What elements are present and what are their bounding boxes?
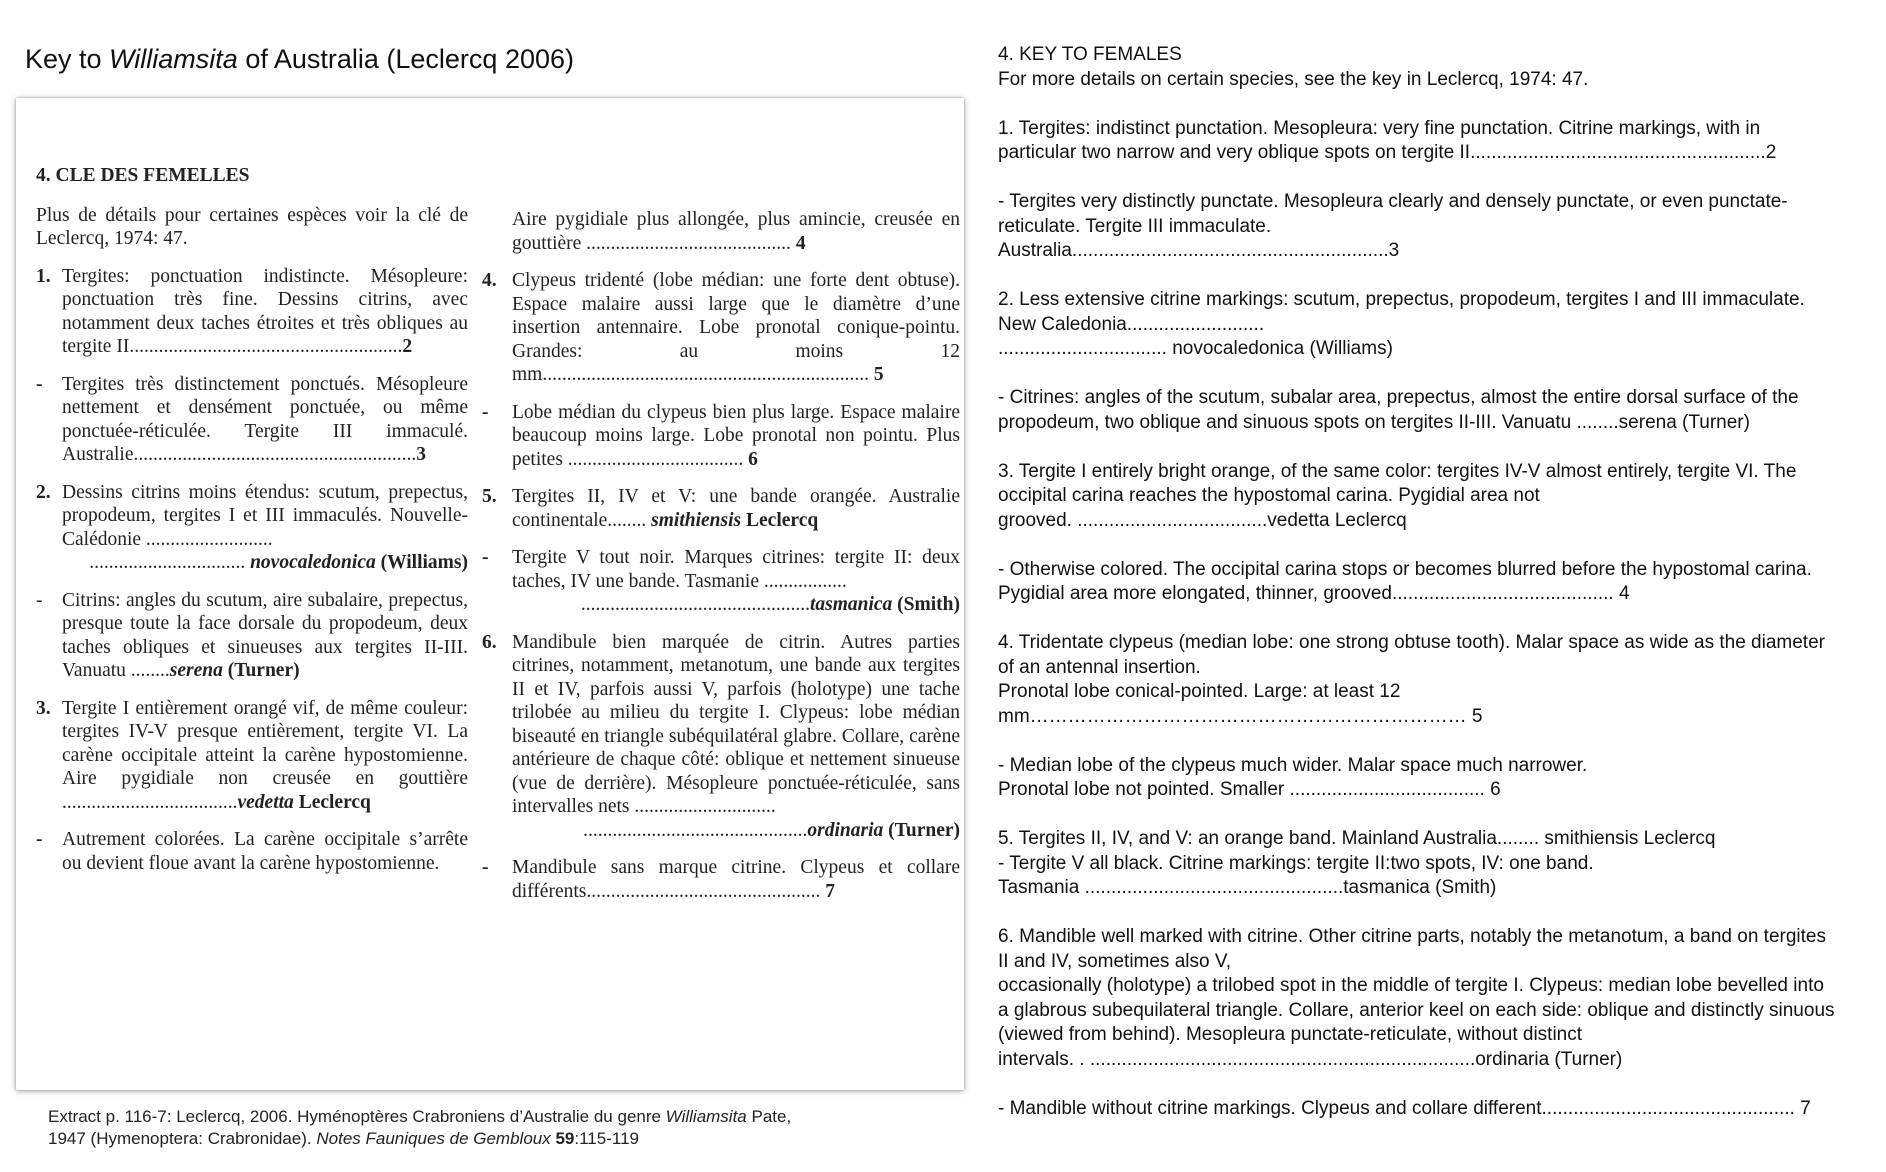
scan-right-column: [482, 208, 960, 917]
translation-header: 4. KEY TO FEMALES For more details on certain species, see the key in Leclercq, 1974: 47.: [998, 44, 1589, 90]
translation-entry: 4. Tridentate clypeus (median lobe: one strong obtuse tooth). Malar space as wide as the diameter of an antennal insertion. Pronotal lobe conical-pointed. Large: at least 12 mm…………………………………………………………… 5: [998, 632, 1825, 727]
translation-entry: - Citrines: angles of the scutum, subalar area, prepectus, almost the entire dorsal surface of the propodeum, two oblique and sinuous spots on tergites II-III. Vanuatu ........serena (Turner): [998, 387, 1799, 433]
translation-entry: - Tergites very distinctly punctate. Mesopleura clearly and densely punctate, or even punctate- reticulate. Tergite III immaculate. Australia............................................................3: [998, 191, 1788, 261]
translation-entry: 3. Tergite I entirely bright orange, of the same color: tergites IV-V almost entirely, tergite VI. The occipital carina reaches the hypostomal carina. Pygidial area not grooved. ....................................vedetta Leclercq: [998, 460, 1797, 531]
key-entry: - Lobe médian du clypeus bien plus large. Espace malaire beaucoup moins large. Lobe pronotal non pointu. Plus petites .................................... 6: [482, 401, 960, 470]
scan-intro: Plus de détails pour certaines espèces voir la clé de Leclercq, 1974: 47.: [36, 204, 468, 249]
translation-entry: - Mandible without citrine markings. Clypeus and collare different................................................ 7: [998, 1097, 1811, 1119]
translation-entry: - Otherwise colored. The occipital carina stops or becomes blurred before the hypostomal carina. Pygidial area more elongated, thinner, grooved.......................................... 4: [998, 558, 1812, 604]
key-entry: 1. Tergites: ponctuation indistincte. Mésopleure: ponctuation très fine. Dessins citrins, avec notamment deux taches étroites et très obliques au tergite II........................................................2: [36, 265, 468, 357]
scanned-key-page: [16, 98, 964, 1090]
translation-entry: 2. Less extensive citrine markings: scutum, prepectus, propodeum, tergites I and III immaculate. New Caledonia.......................... ................................ novocaledonica (Williams): [998, 289, 1805, 359]
translation-entry: - Median lobe of the clypeus much wider. Malar space much narrower. Pronotal lobe not pointed. Smaller ..................................... 6: [998, 754, 1588, 800]
page-title-genus: Williamsita: [109, 44, 238, 74]
key-entry: 6. Mandibule bien marquée de citrin. Autres parties citrines, notamment, metanotum, une bande aux tergites II et IV, parfois aussi V, parfois (holotype) une tache trilobée au milieu du tergite I. Clypeus: lobe médian biseauté en triangle subéquilatéral glabre. Collare, carène antérieure de chaque côté: oblique et nettement sinueuse (vue de derrière). Mésopleure ponctuée-réticulée, sans intervalles nets ............................. ..............................................ordinaria (Turner): [482, 631, 960, 841]
translation-entry: 6. Mandible well marked with citrine. Other citrine parts, notably the metanotum, a band on tergites II and IV, sometimes also V, occasionally (holotype) a trilobed spot in the middle of tergite I. Clypeus: median lobe bevelled into a glabrous subequilateral triangle. Collare, anterior keel on each side: oblique and distinctly sinuous (viewed from behind). Mesopleura punctate-reticulate, without distinct intervals. . .........................................................................ordinaria (Turner): [998, 926, 1835, 1070]
source-caption: Extract p. 116-7: Leclercq, 2006. Hyménoptères Crabroniens d’Australie du genre Williamsita Pate, 1947 (Hymenoptera: Crabronidae). Notes Fauniques de Gembloux 59:115-119: [48, 1107, 792, 1148]
key-entry: - Tergites très distinctement ponctués. Mésopleure nettement et densément ponctuée, ou même ponctuée-réticulée. Tergite III immaculé. Australie..........................................................3: [36, 373, 468, 465]
translation-entry: 5. Tergites II, IV, and V: an orange band. Mainland Australia........ smithiensis Leclercq - Tergite V all black. Citrine markings: tergite II:two spots, IV: one band. Tasmania .................................................tasmanica (Smith): [998, 828, 1716, 898]
key-entry: - Citrins: angles du scutum, aire subalaire, prepectus, presque toute la face dorsale du propodeum, deux taches obliques et sinueuses aux tergites II-III. Vanuatu ........serena (Turner): [36, 589, 468, 681]
key-entry: 4. Clypeus tridenté (lobe médian: une forte dent obtuse). Espace malaire aussi large que le diamètre d’une insertion antennaire. Lobe pronotal conique-pointu. Grandes: au moins 12 mm................................................................... 5: [482, 270, 960, 385]
key-entry: - Mandibule sans marque citrine. Clypeus et collare différents................................................ 7: [482, 857, 960, 902]
key-entry: Aire pygidiale plus allongée, plus amincie, creusée en gouttière .......................................... 4: [512, 209, 960, 254]
english-translation: [998, 43, 1878, 1146]
scan-heading: 4. CLE DES FEMELLES: [36, 165, 250, 186]
translation-entry: 1. Tergites: indistinct punctation. Mesopleura: very fine punctation. Citrine markings, with in particular two narrow and very oblique spots on tergite II........................................................2: [998, 117, 1777, 163]
scan-left-column: [36, 164, 468, 889]
key-entry: - Autrement colorées. La carène occipitale s’arrête ou devient floue avant la carène hypostomienne.: [36, 829, 468, 874]
key-entry: - Tergite V tout noir. Marques citrines: tergite II: deux taches, IV une bande. Tasmanie ................. ...............................................tasmanica (Smith): [482, 547, 960, 615]
page-title: Key to Williamsita of Australia (Leclercq 2006): [25, 44, 574, 74]
key-entry: 2. Dessins citrins moins étendus: scutum, prepectus, propodeum, tergites I et III immaculés. Nouvelle-Calédonie .......................... ................................ novocaledonica (Williams): [36, 481, 468, 573]
key-entry: 5. Tergites II, IV et V: une bande orangée. Australie continentale........ smithiensis Leclercq: [482, 486, 960, 531]
key-entry: 3. Tergite I entièrement orangé vif, de même couleur: tergites IV-V presque entièrement, tergite VI. La carène occipitale atteint la carène hypostomienne. Aire pygidiale non creusée en gouttière ....................................vedetta Leclercq: [36, 697, 468, 813]
